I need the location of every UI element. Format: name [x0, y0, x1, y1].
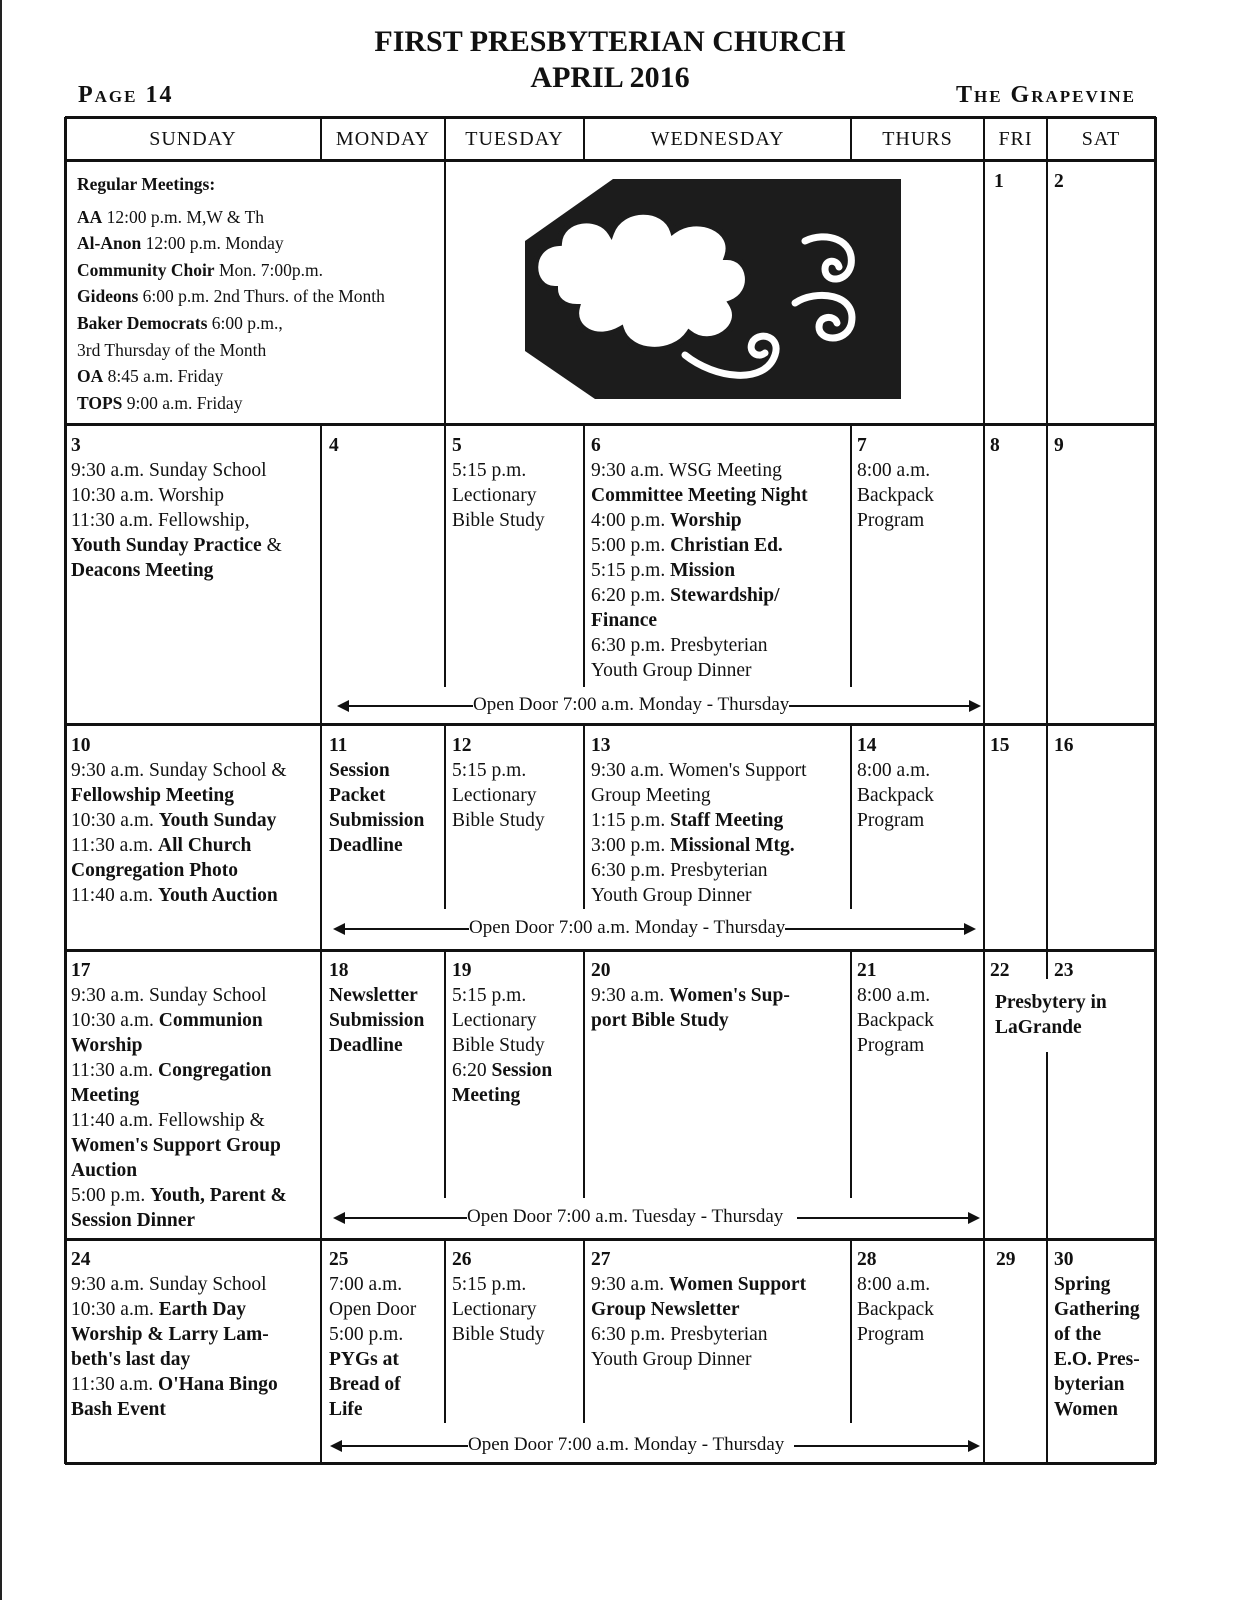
event-line: Packet: [329, 785, 386, 806]
day-24: [71, 1247, 278, 1422]
date-number: 4: [329, 435, 339, 456]
event-line: 4:00 p.m. Worship: [591, 510, 742, 531]
date-number: 28: [857, 1249, 877, 1270]
date-number: 25: [329, 1249, 349, 1270]
grid-line: [850, 1240, 852, 1423]
event-line: byterian: [1054, 1374, 1125, 1395]
day-27: [591, 1247, 806, 1372]
event-line: 10:30 a.m. Communion: [71, 1010, 263, 1031]
grid-line: [583, 1240, 585, 1423]
day-29: [996, 1247, 1016, 1272]
event-line: 1:15 p.m. Staff Meeting: [591, 810, 784, 831]
event-line: 5:00 p.m.: [329, 1324, 404, 1345]
event-line: Deadline: [329, 1035, 403, 1056]
event-line: Backpack: [857, 1299, 934, 1320]
grid-line: [444, 1240, 446, 1423]
event-line: Program: [857, 1035, 925, 1056]
event-line: 11:30 a.m. O'Hana Bingo: [71, 1374, 278, 1395]
grid-line: [1046, 951, 1048, 979]
date-number: 21: [857, 960, 877, 981]
grid-line: [1046, 1240, 1048, 1462]
event-line: Lectionary: [452, 1010, 537, 1031]
event-line: 6:20 Session: [452, 1060, 553, 1081]
grid-line: [65, 1238, 1156, 1241]
date-number: 12: [452, 735, 472, 756]
date-number: 27: [591, 1249, 611, 1270]
day-11: [329, 733, 424, 858]
event-line: Bread of: [329, 1374, 401, 1395]
date-number: 16: [1054, 735, 1074, 756]
event-line: 10:30 a.m. Youth Sunday: [71, 810, 277, 831]
open-door-banner: Open Door 7:00 a.m. Tuesday - Thursday: [333, 1205, 980, 1229]
event-line: Submission: [329, 1010, 425, 1031]
day-17: [71, 958, 287, 1233]
event-line: Backpack: [857, 785, 934, 806]
day-9: [1054, 433, 1064, 458]
grid-line: [1046, 1052, 1048, 1238]
event-line: 5:15 p.m. Mission: [591, 560, 736, 581]
grid-line: [444, 425, 446, 687]
event-line: Lectionary: [452, 1299, 537, 1320]
event-line: Youth Sunday Practice &: [71, 535, 282, 556]
event-line: Group Newsletter: [591, 1299, 740, 1320]
date-number: 15: [990, 735, 1010, 756]
event-line: Committee Meeting Night: [591, 485, 808, 506]
date-number: 30: [1054, 1249, 1074, 1270]
grid-line: [850, 951, 852, 1198]
grid-line: [850, 425, 852, 687]
date-number: 3: [71, 435, 81, 456]
day-10: [71, 733, 287, 908]
event-line: Submission: [329, 810, 425, 831]
event-line: 5:00 p.m. Youth, Parent &: [71, 1185, 287, 1206]
day-5: [452, 433, 545, 533]
month-title: APRIL 2016: [530, 61, 690, 94]
day-30: [1054, 1247, 1140, 1422]
grid-line: [1046, 425, 1048, 723]
event-line: Congregation Photo: [71, 860, 239, 881]
header-friday: FRI: [998, 128, 1033, 150]
date-number: 17: [71, 960, 91, 981]
event-line: Worship & Larry Lam-: [71, 1324, 269, 1345]
grid-line: [65, 1462, 1156, 1465]
grid-line: [983, 117, 985, 1464]
header-monday: MONDAY: [335, 128, 431, 150]
event-line: 9:30 a.m. Sunday School: [71, 985, 267, 1006]
day-19: [452, 958, 552, 1108]
calendar-grid: [65, 117, 1156, 1493]
regular-meeting-item: TOPS 9:00 a.m. Friday: [77, 392, 243, 413]
event-line: Fellowship Meeting: [71, 785, 235, 806]
header-sunday: SUNDAY: [149, 128, 237, 150]
grid-line: [444, 725, 446, 909]
event-line: Deacons Meeting: [71, 560, 214, 581]
day-8: [990, 433, 1000, 458]
date-number: 24: [71, 1249, 91, 1270]
event-line: Session: [329, 760, 390, 781]
day-6: [591, 433, 808, 683]
grid-line: [850, 725, 852, 909]
event-line: 8:00 a.m.: [857, 1274, 931, 1295]
event-line: 9:30 a.m. Sunday School: [71, 460, 267, 481]
day-3: [71, 433, 282, 583]
event-line: Backpack: [857, 1010, 934, 1031]
event-line: 6:30 p.m. Presbyterian: [591, 860, 768, 881]
day-28: [857, 1247, 934, 1347]
event-line: 10:30 a.m. Worship: [71, 485, 224, 506]
regular-meeting-item: 3rd Thursday of the Month: [77, 339, 267, 360]
event-line: Program: [857, 1324, 925, 1345]
day-25: [329, 1247, 416, 1422]
event-line: Women's Support Group: [71, 1135, 281, 1156]
day-7: [857, 433, 934, 533]
regular-meeting-item: OA 8:45 a.m. Friday: [77, 366, 224, 387]
event-line: 11:30 a.m. Congregation: [71, 1060, 272, 1081]
day-22: 22: [990, 960, 1010, 981]
header-tuesday: TUESDAY: [465, 128, 564, 150]
grid-line: [65, 949, 1156, 952]
event-line: 6:20 p.m. Stewardship/: [591, 585, 780, 606]
day-12: [452, 733, 545, 833]
regular-meetings: [77, 171, 385, 416]
event-line: Deadline: [329, 835, 403, 856]
regular-meeting-item: Baker Democrats 6:00 p.m.,: [77, 312, 283, 333]
event-line: 5:15 p.m.: [452, 985, 527, 1006]
church-title: FIRST PRESBYTERIAN CHURCH: [374, 25, 846, 58]
date-number: 11: [329, 735, 348, 756]
grid-line: [65, 723, 1156, 726]
event-line: Youth Group Dinner: [591, 660, 752, 681]
event-line: Worship: [71, 1035, 143, 1056]
event-line: 8:00 a.m.: [857, 985, 931, 1006]
header-thursday: THURS: [882, 128, 953, 150]
event-line: 5:15 p.m.: [452, 760, 527, 781]
event-line: PYGs at: [329, 1349, 399, 1370]
event-line: Session Dinner: [71, 1210, 196, 1231]
event-line: 5:15 p.m.: [452, 1274, 527, 1295]
date-number: 5: [452, 435, 462, 456]
header-wednesday: WEDNESDAY: [650, 128, 785, 150]
event-line: 8:00 a.m.: [857, 460, 931, 481]
event-line: beth's last day: [71, 1349, 191, 1370]
date-number: 29: [996, 1249, 1016, 1270]
day-15: [990, 733, 1010, 758]
date-number: 8: [990, 435, 1000, 456]
event-line: Open Door: [329, 1299, 417, 1320]
day-14: [857, 733, 934, 833]
date-number: 20: [591, 960, 611, 981]
day-18: [329, 958, 424, 1058]
event-line: Life: [329, 1399, 363, 1420]
regular-meeting-item: Al-Anon 12:00 p.m. Monday: [77, 233, 284, 254]
grid-line: [583, 425, 585, 687]
event-line: 9:30 a.m. WSG Meeting: [591, 460, 782, 481]
publication-name: The Grapevine: [955, 82, 1136, 108]
date-number: 26: [452, 1249, 472, 1270]
grid-line: [444, 951, 446, 1198]
grid-line: [320, 425, 322, 1464]
grid-line: [1046, 161, 1048, 423]
grid-line: [444, 161, 446, 423]
event-line: Bible Study: [452, 810, 545, 831]
event-line: Meeting: [71, 1085, 140, 1106]
event-line: 9:30 a.m. Sunday School: [71, 1274, 267, 1295]
day-16: [1054, 733, 1074, 758]
day-20: [591, 958, 790, 1033]
page-number: Page 14: [78, 82, 174, 108]
event-line: Bible Study: [452, 1035, 545, 1056]
regular-meetings-title: Regular Meetings:: [77, 174, 216, 194]
regular-meeting-item: Community Choir Mon. 7:00p.m.: [77, 259, 323, 280]
event-line: Bible Study: [452, 510, 545, 531]
regular-meetings-list: [77, 204, 385, 417]
day-13: [591, 733, 807, 908]
header-saturday: SAT: [1081, 128, 1121, 150]
event-line: Youth Group Dinner: [591, 1349, 752, 1370]
event-line: 10:30 a.m. Earth Day: [71, 1299, 246, 1320]
event-line: E.O. Pres-: [1054, 1349, 1140, 1370]
event-line: Newsletter: [329, 985, 418, 1006]
event-line: 11:40 a.m. Youth Auction: [71, 885, 278, 906]
day-26: [452, 1247, 545, 1347]
event-line: 5:15 p.m.: [452, 460, 527, 481]
event-line: Spring: [1054, 1274, 1111, 1295]
event-line: Finance: [591, 610, 658, 631]
event-line: Bible Study: [452, 1324, 545, 1345]
event-line: Bash Event: [71, 1399, 166, 1420]
grid-line: [583, 951, 585, 1198]
wind-cloud-icon: [525, 179, 901, 399]
date-number: 9: [1054, 435, 1064, 456]
day-2: 2: [1054, 171, 1064, 192]
day-21: [857, 958, 934, 1058]
grid-line: [64, 117, 67, 1464]
date-number: 19: [452, 960, 472, 981]
event-line: 5:00 p.m. Christian Ed.: [591, 535, 783, 556]
event-line: 9:30 a.m. Women's Support: [591, 760, 807, 781]
event-line: 11:30 a.m. Fellowship,: [71, 510, 250, 531]
page-left-edge: [0, 0, 2, 1600]
date-number: 7: [857, 435, 867, 456]
open-door-banner: Open Door 7:00 a.m. Monday - Thursday: [337, 693, 981, 717]
regular-meeting-item: Gideons 6:00 p.m. 2nd Thurs. of the Month: [77, 286, 385, 307]
event-line: 11:30 a.m. All Church: [71, 835, 252, 856]
event-line: Gathering: [1054, 1299, 1140, 1320]
event-line: 3:00 p.m. Missional Mtg.: [591, 835, 795, 856]
event-line: Program: [857, 810, 925, 831]
event-line: Youth Group Dinner: [591, 885, 752, 906]
date-number: 6: [591, 435, 601, 456]
day-1: 1: [994, 171, 1004, 192]
event-line: 9:30 a.m. Sunday School &: [71, 760, 287, 781]
event-line: Backpack: [857, 485, 934, 506]
date-number: 10: [71, 735, 91, 756]
event-line: of the: [1054, 1324, 1102, 1345]
event-line: 7:00 a.m.: [329, 1274, 403, 1295]
day-4: [329, 433, 339, 458]
event-line: 8:00 a.m.: [857, 760, 931, 781]
event-line: Lectionary: [452, 785, 537, 806]
date-number: 13: [591, 735, 611, 756]
event-line: Program: [857, 510, 925, 531]
event-line: Women: [1054, 1399, 1118, 1420]
event-line: 6:30 p.m. Presbyterian: [591, 635, 768, 656]
event-line: 9:30 a.m. Women's Sup-: [591, 985, 790, 1006]
regular-meeting-item: AA 12:00 p.m. M,W & Th: [77, 206, 265, 227]
event-line: 11:40 a.m. Fellowship &: [71, 1110, 265, 1131]
event-line: Meeting: [452, 1085, 521, 1106]
event-line: 9:30 a.m. Women Support: [591, 1274, 807, 1295]
event-line: Lectionary: [452, 485, 537, 506]
grid-line: [583, 725, 585, 909]
event-line: Auction: [71, 1160, 138, 1181]
date-number: 18: [329, 960, 349, 981]
grid-line: [1046, 725, 1048, 949]
open-door-banner: Open Door 7:00 a.m. Monday - Thursday: [330, 1433, 980, 1457]
event-line: port Bible Study: [591, 1010, 729, 1031]
grid-line: [1154, 117, 1157, 1464]
presbytery-event: Presbytery in LaGrande: [995, 992, 1107, 1038]
open-door-banner: Open Door 7:00 a.m. Monday - Thursday: [333, 916, 976, 940]
grid-line: [65, 423, 1156, 426]
date-number: 14: [857, 735, 877, 756]
day-23: 23: [1054, 960, 1074, 981]
event-line: Group Meeting: [591, 785, 711, 806]
event-line: 6:30 p.m. Presbyterian: [591, 1324, 768, 1345]
